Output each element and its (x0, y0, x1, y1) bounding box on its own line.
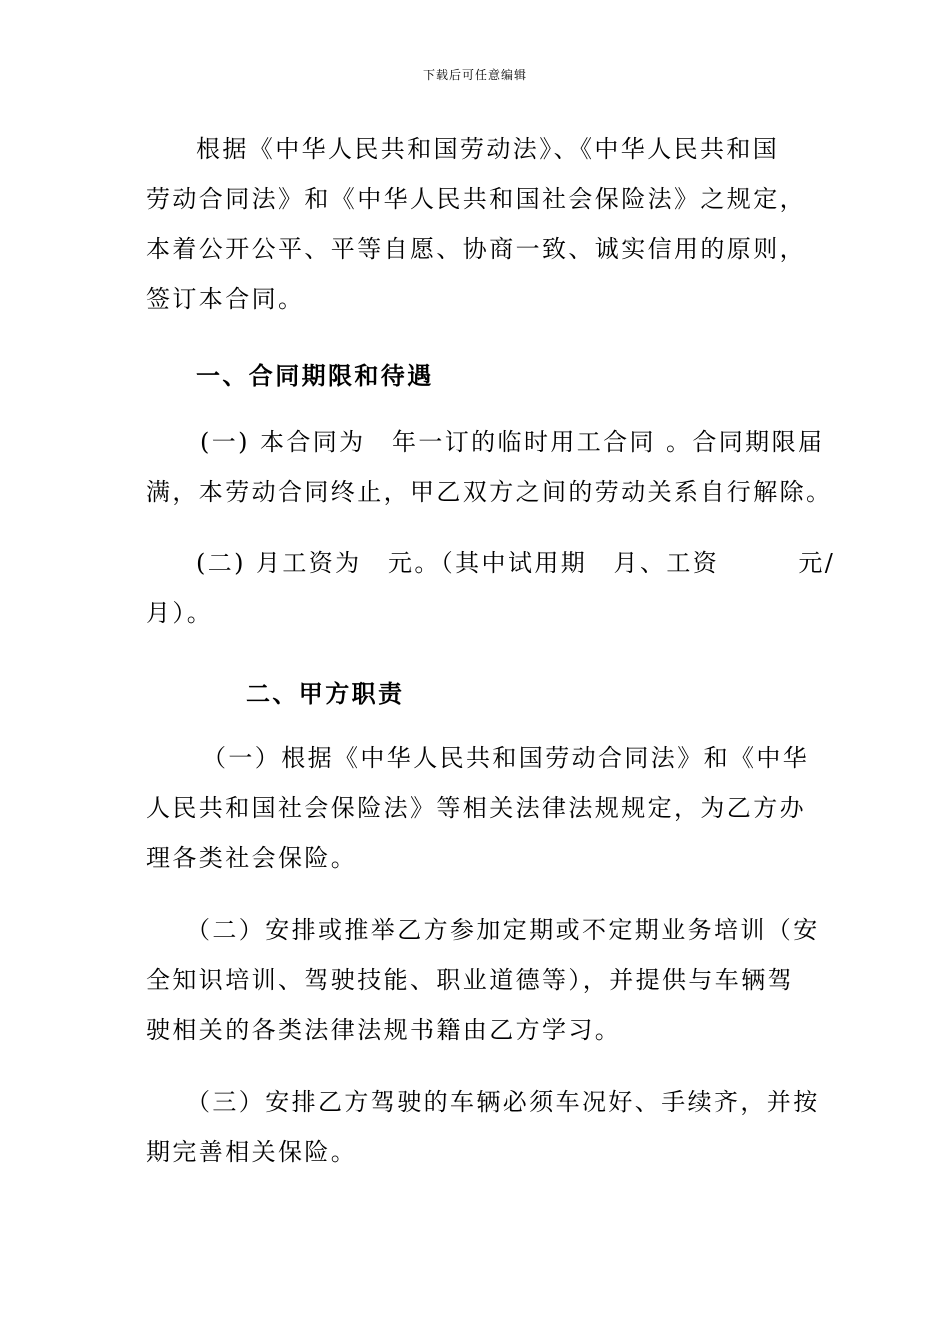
intro-line: 签订本合同。 (146, 285, 305, 313)
section2-item3 (146, 1077, 820, 1177)
intro-paragraph (146, 124, 806, 324)
intro-line: 劳动合同法》和《中华人民共和国社会保险法》之规定， (146, 185, 806, 213)
header-note: 下载后可任意编辑 (422, 68, 527, 82)
section2-item3-line: 期完善相关保险。 (146, 1138, 358, 1166)
section1-heading: 一、合同期限和待遇 (196, 361, 434, 390)
section1-item1-line: (一) 本合同为 年一订的临时用工合同 。合同期限届 (200, 428, 825, 456)
section2-item2-line: 全知识培训、驾驶技能、职业道德等），并提供与车辆驾 (146, 966, 794, 994)
section2-item1 (146, 733, 809, 883)
section1-item2-line: 月）。 (146, 599, 214, 627)
section2-item2-line: 驶相关的各类法律法规书籍由乙方学习。 (146, 1016, 622, 1044)
section1-item2 (146, 538, 835, 638)
section2-item1-line: 理各类社会保险。 (146, 844, 358, 872)
intro-line: 本着公开公平、平等自愿、协商一致、诚实信用的原则， (146, 235, 806, 263)
section1-item2-line: (二) 月工资为 元。（其中试用期 月、工资 元/ (196, 549, 836, 577)
section2-item2 (146, 905, 820, 1055)
section2-item2-line: （二）安排或推举乙方参加定期或不定期业务培训（安 (186, 916, 820, 944)
section1-item1 (146, 417, 832, 517)
section2-item1-line: （一）根据《中华人民共和国劳动合同法》和《中华 (202, 744, 810, 772)
section2-item3-line: （三）安排乙方驾驶的车辆必须车况好、手续齐，并按 (186, 1088, 820, 1116)
section1-item1-line: 满，本劳动合同终止，甲乙双方之间的劳动关系自行解除。 (146, 478, 833, 506)
section2-heading: 二、甲方职责 (246, 679, 405, 708)
intro-line: 根据《中华人民共和国劳动法》、《中华人民共和国 (196, 135, 780, 163)
section2-item1-line: 人民共和国社会保险法》等相关法律法规规定，为乙方办 (146, 794, 806, 822)
